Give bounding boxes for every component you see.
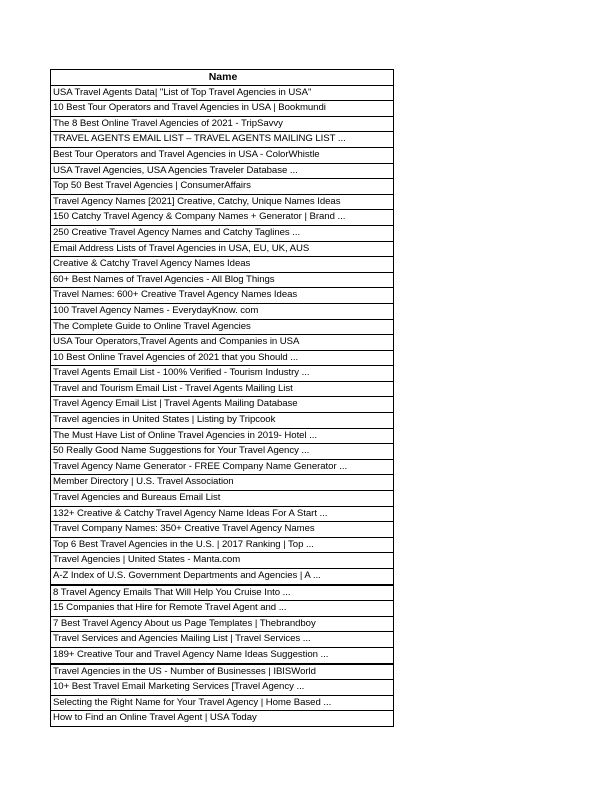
table-body (51, 85, 394, 726)
table-row (51, 647, 394, 663)
name-cell: The Complete Guide to Online Travel Agencies (51, 319, 394, 335)
name-cell: 7 Best Travel Agency About us Page Templates | Thebrandboy (51, 616, 394, 632)
table-row (51, 585, 394, 601)
name-cell: USA Tour Operators,Travel Agents and Companies in USA (51, 335, 394, 351)
table-row (51, 163, 394, 179)
name-cell: 189+ Creative Tour and Travel Agency Name Ideas Suggestion ... (51, 647, 394, 663)
table-row (51, 680, 394, 696)
name-cell: Top 6 Best Travel Agencies in the U.S. | 2017 Ranking | Top ... (51, 537, 394, 553)
name-cell: Travel Agencies | United States - Manta.com (51, 553, 394, 569)
table-row (51, 522, 394, 538)
table-row (51, 632, 394, 648)
table-row (51, 288, 394, 304)
name-cell: Travel Services and Agencies Mailing List | Travel Services ... (51, 632, 394, 648)
name-cell: 50 Really Good Name Suggestions for Your Travel Agency ... (51, 444, 394, 460)
name-cell: 250 Creative Travel Agency Names and Catchy Taglines ... (51, 225, 394, 241)
table-row (51, 241, 394, 257)
table-row (51, 413, 394, 429)
table-row (51, 444, 394, 460)
table-row (51, 569, 394, 585)
table-row (51, 350, 394, 366)
name-cell: Best Tour Operators and Travel Agencies in USA - ColorWhistle (51, 147, 394, 163)
table-row (51, 695, 394, 711)
name-cell: Top 50 Best Travel Agencies | ConsumerAffairs (51, 179, 394, 195)
table-row (51, 194, 394, 210)
name-cell: Travel Agency Names [2021] Creative, Catchy, Unique Names Ideas (51, 194, 394, 210)
table-row (51, 85, 394, 101)
table-row (51, 319, 394, 335)
table-row (51, 601, 394, 617)
name-cell: Travel Agency Email List | Travel Agents Mailing Database (51, 397, 394, 413)
name-cell: 100 Travel Agency Names - EverydayKnow. com (51, 303, 394, 319)
table-row (51, 210, 394, 226)
table-row (51, 101, 394, 117)
name-cell: 10+ Best Travel Email Marketing Services [Travel Agency ... (51, 680, 394, 696)
name-cell: 10 Best Tour Operators and Travel Agencies in USA | Bookmundi (51, 101, 394, 117)
table-row (51, 335, 394, 351)
name-table (50, 69, 394, 727)
column-header-name: Name (51, 70, 394, 86)
name-cell: The Must Have List of Online Travel Agencies in 2019- Hotel ... (51, 428, 394, 444)
table-row (51, 225, 394, 241)
table-row (51, 537, 394, 553)
table-row (51, 366, 394, 382)
table-row (51, 616, 394, 632)
table-row (51, 475, 394, 491)
name-cell: A-Z Index of U.S. Government Departments and Agencies | A ... (51, 569, 394, 585)
name-cell: Travel Names: 600+ Creative Travel Agency Names Ideas (51, 288, 394, 304)
name-cell: 132+ Creative & Catchy Travel Agency Name Ideas For A Start ... (51, 506, 394, 522)
name-cell: Travel Agents Email List - 100% Verified - Tourism Industry ... (51, 366, 394, 382)
name-cell: Travel agencies in United States | Listing by Tripcook (51, 413, 394, 429)
table-row (51, 664, 394, 680)
name-cell: Creative & Catchy Travel Agency Names Ideas (51, 257, 394, 273)
name-cell: 15 Companies that Hire for Remote Travel Agent and ... (51, 601, 394, 617)
name-cell: The 8 Best Online Travel Agencies of 2021 - TripSavvy (51, 116, 394, 132)
name-cell: 8 Travel Agency Emails That Will Help You Cruise Into ... (51, 585, 394, 601)
name-cell: USA Travel Agencies, USA Agencies Traveler Database ... (51, 163, 394, 179)
table-row (51, 381, 394, 397)
table-row (51, 506, 394, 522)
name-cell: USA Travel Agents Data| "List of Top Travel Agencies in USA" (51, 85, 394, 101)
table-row (51, 147, 394, 163)
table-row (51, 303, 394, 319)
name-cell: Travel Agency Name Generator - FREE Company Name Generator ... (51, 459, 394, 475)
table-row (51, 272, 394, 288)
name-cell: Travel Agencies in the US - Number of Businesses | IBISWorld (51, 664, 394, 680)
name-cell: Member Directory | U.S. Travel Association (51, 475, 394, 491)
table-row (51, 428, 394, 444)
table-row (51, 257, 394, 273)
name-cell: Email Address Lists of Travel Agencies in USA, EU, UK, AUS (51, 241, 394, 257)
name-cell: Travel and Tourism Email List - Travel Agents Mailing List (51, 381, 394, 397)
table-row (51, 132, 394, 148)
name-cell: How to Find an Online Travel Agent | USA Today (51, 711, 394, 727)
table-row (51, 179, 394, 195)
name-cell: Selecting the Right Name for Your Travel Agency | Home Based ... (51, 695, 394, 711)
name-list-sheet (50, 69, 394, 727)
table-row (51, 116, 394, 132)
table-row (51, 397, 394, 413)
name-cell: 150 Catchy Travel Agency & Company Names + Generator | Brand ... (51, 210, 394, 226)
table-row (51, 459, 394, 475)
table-row (51, 553, 394, 569)
name-cell: TRAVEL AGENTS EMAIL LIST – TRAVEL AGENTS MAILING LIST ... (51, 132, 394, 148)
table-row (51, 711, 394, 727)
name-cell: Travel Agencies and Bureaus Email List (51, 491, 394, 507)
name-cell: 10 Best Online Travel Agencies of 2021 that you Should ... (51, 350, 394, 366)
header-row (51, 70, 394, 86)
name-cell: 60+ Best Names of Travel Agencies - All Blog Things (51, 272, 394, 288)
name-cell: Travel Company Names: 350+ Creative Travel Agency Names (51, 522, 394, 538)
table-row (51, 491, 394, 507)
